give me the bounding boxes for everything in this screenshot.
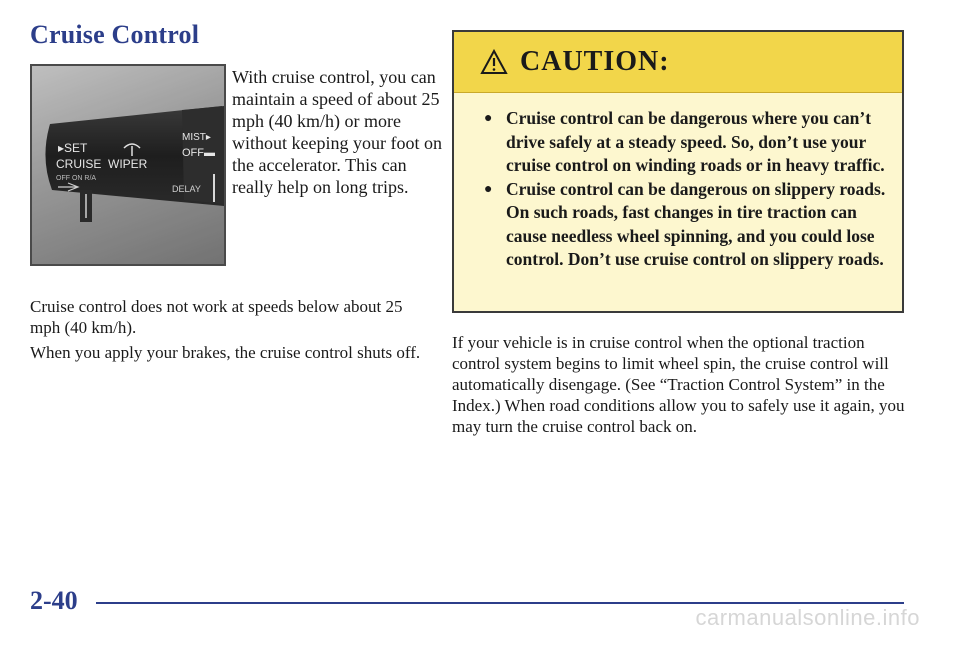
left-paragraph-2: When you apply your brakes, the cruise control shuts off.	[30, 343, 421, 362]
caution-header	[454, 32, 902, 93]
lever-illustration	[32, 66, 224, 264]
caution-item-text: Cruise control can be dangerous on slippery roads. On such roads, fast changes in tire traction can cause needless wheel spinning, and you could lose control. Don’t use cruise control on slippery roads.	[506, 178, 886, 269]
page-title: Cruise Control	[30, 20, 200, 49]
caution-item	[484, 107, 888, 178]
lever-label-set: ▸SET	[58, 141, 88, 155]
bullet-icon: ●	[484, 181, 493, 197]
caution-label: CAUTION:	[520, 46, 670, 77]
lever-label-wiper: WIPER	[108, 157, 148, 171]
caution-box	[452, 30, 904, 313]
lever-label-off: OFF▬	[182, 147, 215, 159]
lever-label-cruise: CRUISE	[56, 157, 102, 171]
cruise-control-lever-photo	[30, 64, 226, 266]
caution-item	[484, 178, 888, 272]
page-number: 2-40	[30, 586, 78, 615]
bullet-icon: ●	[484, 111, 493, 126]
intro-text: With cruise control, you can maintain a speed of about 25 mph (40 km/h) or more without keeping your foot on the accelerator. This can really help on long trips.	[232, 67, 442, 197]
lever-label-small: OFF ON R/A	[56, 175, 97, 182]
caution-body	[454, 93, 902, 313]
right-paragraph: If your vehicle is in cruise control when the optional traction control system begins to limit wheel spin, the cruise control will automatically disengage. (See “Traction Control System” in the Index.) When road conditions allow you to safely use it again, you may turn the cruise control back on.	[452, 333, 905, 436]
left-paragraph-1: Cruise control does not work at speeds below about 25 mph (40 km/h).	[30, 297, 403, 337]
lever-label-delay: DELAY	[172, 184, 201, 194]
watermark: carmanualsonline.info	[695, 605, 920, 630]
warning-triangle-icon	[480, 49, 508, 75]
footer-rule	[96, 602, 904, 604]
caution-item-text: Cruise control can be dangerous where you can’t drive safely at a steady speed. So, don’t use your cruise control on winding roads or in heavy traffic.	[506, 108, 885, 175]
lever-label-mist: MIST▸	[182, 132, 211, 143]
